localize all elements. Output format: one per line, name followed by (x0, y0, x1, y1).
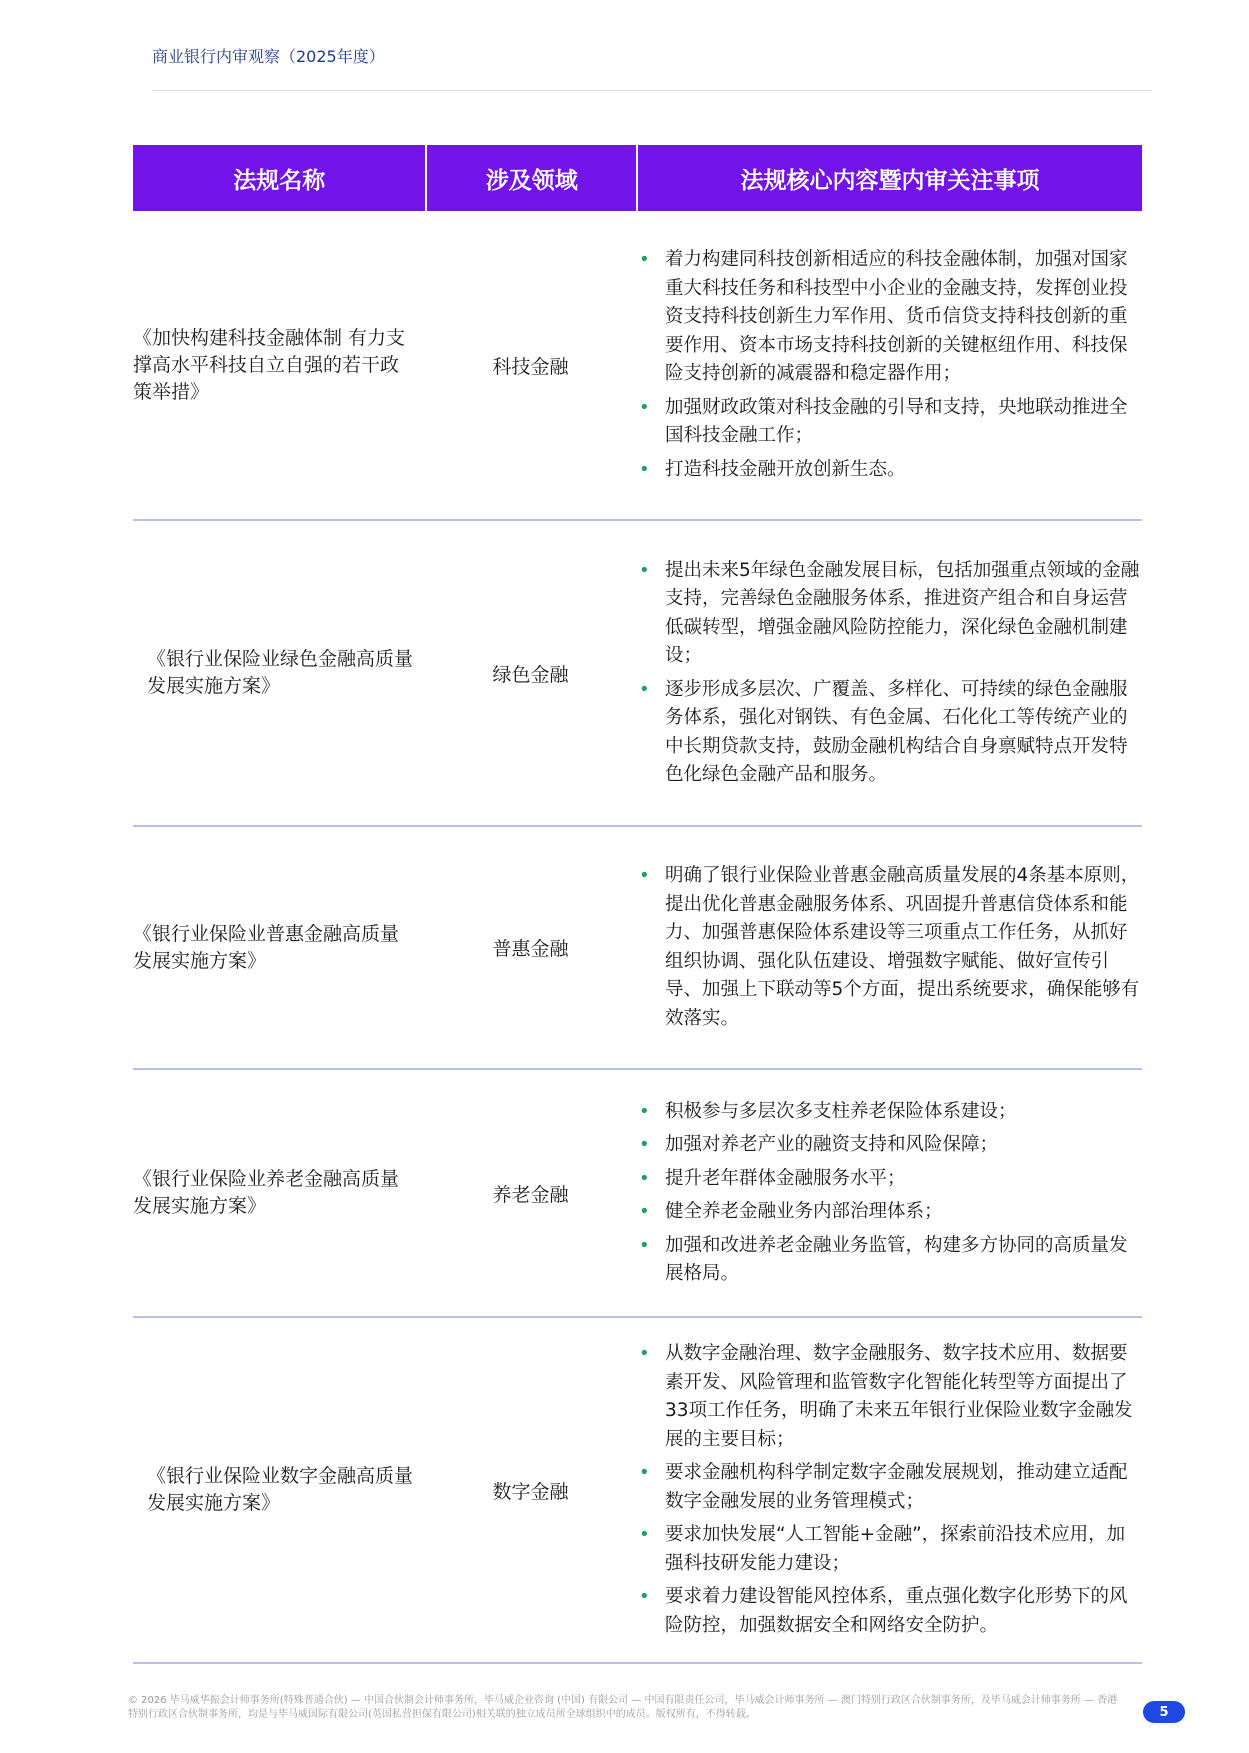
content-bullet: • 加强财政政策对科技金融的引导和支持，央地联动推进全国科技金融工作； (635, 394, 1142, 451)
regulation-content (635, 557, 1142, 790)
table-row (133, 1318, 1142, 1664)
content-bullet: • 积极参与多层次多支柱养老保险体系建设； (635, 1098, 1142, 1127)
regulation-content (635, 246, 1142, 484)
regulation-name: 《银行业保险业养老金融高质量发展实施方案》 (133, 1168, 400, 1217)
content-bullet: • 提升老年群体金融服务水平； (635, 1165, 1142, 1194)
regulation-domain: 养老金融 (492, 1183, 569, 1206)
regulation-content (635, 1340, 1142, 1640)
regulation-domain: 数字金融 (492, 1480, 569, 1503)
content-bullet: • 明确了银行业保险业普惠金融高质量发展的4条基本原则，提出优化普惠金融服务体系、巩固提升普惠信贷体系和能力、加强普惠保险体系建设等三项重点工作任务，从抓好组织协调、强化队伍建设、增强数字赋能、做好宣传引导、加强上下联动等5个方面，提出系统要求，确保能够有效落实。 (635, 862, 1142, 1033)
regulation-name: 《加快构建科技金融体制 有力支撑高水平科技自立自强的若干政策举措》 (133, 326, 406, 403)
content-bullet: • 打造科技金融开放创新生态。 (635, 456, 1142, 485)
page-header-title: 商业银行内审观察（2025年度） (152, 47, 385, 66)
content-bullet: • 提出未来5年绿色金融发展目标，包括加强重点领域的金融支持，完善绿色金融服务体系，推进资产组合和自身运营低碳转型，增强金融风险防控能力，深化绿色金融机制建设； (635, 557, 1142, 671)
content-bullet: • 健全养老金融业务内部治理体系； (635, 1198, 1142, 1227)
regulation-name: 《银行业保险业绿色金融高质量发展实施方案》 (147, 648, 414, 697)
header-divider (152, 90, 1152, 91)
regulation-content (635, 862, 1142, 1033)
content-bullet: • 逐步形成多层次、广覆盖、多样化、可持续的绿色金融服务体系，强化对钢铁、有色金属、石化化工等传统产业的中长期贷款支持，鼓励金融机构结合自身禀赋特点开发特色化绿色金融产品和服务。 (635, 676, 1142, 790)
table-header (133, 145, 1142, 211)
content-bullet: • 要求金融机构科学制定数字金融发展规划，推动建立适配数字金融发展的业务管理模式； (635, 1459, 1142, 1516)
content-bullet: • 要求着力建设智能风控体系，重点强化数字化形势下的风险防控，加强数据安全和网络安全防护。 (635, 1583, 1142, 1640)
regulation-domain: 普惠金融 (492, 938, 569, 960)
regulation-name: 《银行业保险业数字金融高质量发展实施方案》 (147, 1465, 414, 1514)
header-regulation-name: 法规名称 (233, 167, 326, 194)
content-bullet: • 加强和改进养老金融业务监管，构建多方协同的高质量发展格局。 (635, 1232, 1142, 1289)
content-bullet: • 着力构建同科技创新相适应的科技金融体制，加强对国家重大科技任务和科技型中小企业的金融支持，发挥创业投资支持科技创新生力军作用、货币信贷支持科技创新的重要作用、资本市场支持科技创新的关键枢纽作用、科技保险支持创新的减震器和稳定器作用； (635, 246, 1142, 389)
header-domain: 涉及领域 (425, 145, 636, 211)
footer-copyright: © 2026 毕马威华振会计师事务所(特殊普通合伙) — 中国合伙制会计师事务所，毕马威企业咨询 (中国) 有限公司 — 中国有限责任公司，毕马威会计师事务所 — 澳门特别行政区合伙制事务所，及毕马威会计师事务所 — 香港特别行政区合伙制事务所，均是与毕马威国际有限公司(英国私营担保有限公司)相关联的独立成员所全球组织中的成员。版权所有，不得转载。 (128, 1695, 1118, 1720)
regulation-content (635, 1098, 1142, 1289)
header-core-content: 法规核心内容暨内审关注事项 (636, 145, 1142, 211)
regulation-domain: 绿色金融 (492, 663, 569, 686)
table-row (133, 827, 1142, 1070)
table-row (133, 521, 1142, 827)
regulation-domain: 科技金融 (492, 355, 569, 378)
table-row (133, 211, 1142, 521)
page-number-badge: 5 (1143, 1701, 1185, 1723)
table-row (133, 1070, 1142, 1318)
content-bullet: • 要求加快发展“人工智能+金融”，探索前沿技术应用，加强科技研发能力建设； (635, 1521, 1142, 1578)
content-bullet: • 加强对养老产业的融资支持和风险保障； (635, 1131, 1142, 1160)
regulation-name: 《银行业保险业普惠金融高质量发展实施方案》 (133, 922, 400, 972)
content-bullet: • 从数字金融治理、数字金融服务、数字技术应用、数据要素开发、风险管理和监管数字化智能化转型等方面提出了33项工作任务，明确了未来五年银行业保险业数字金融发展的主要目标； (635, 1340, 1142, 1454)
